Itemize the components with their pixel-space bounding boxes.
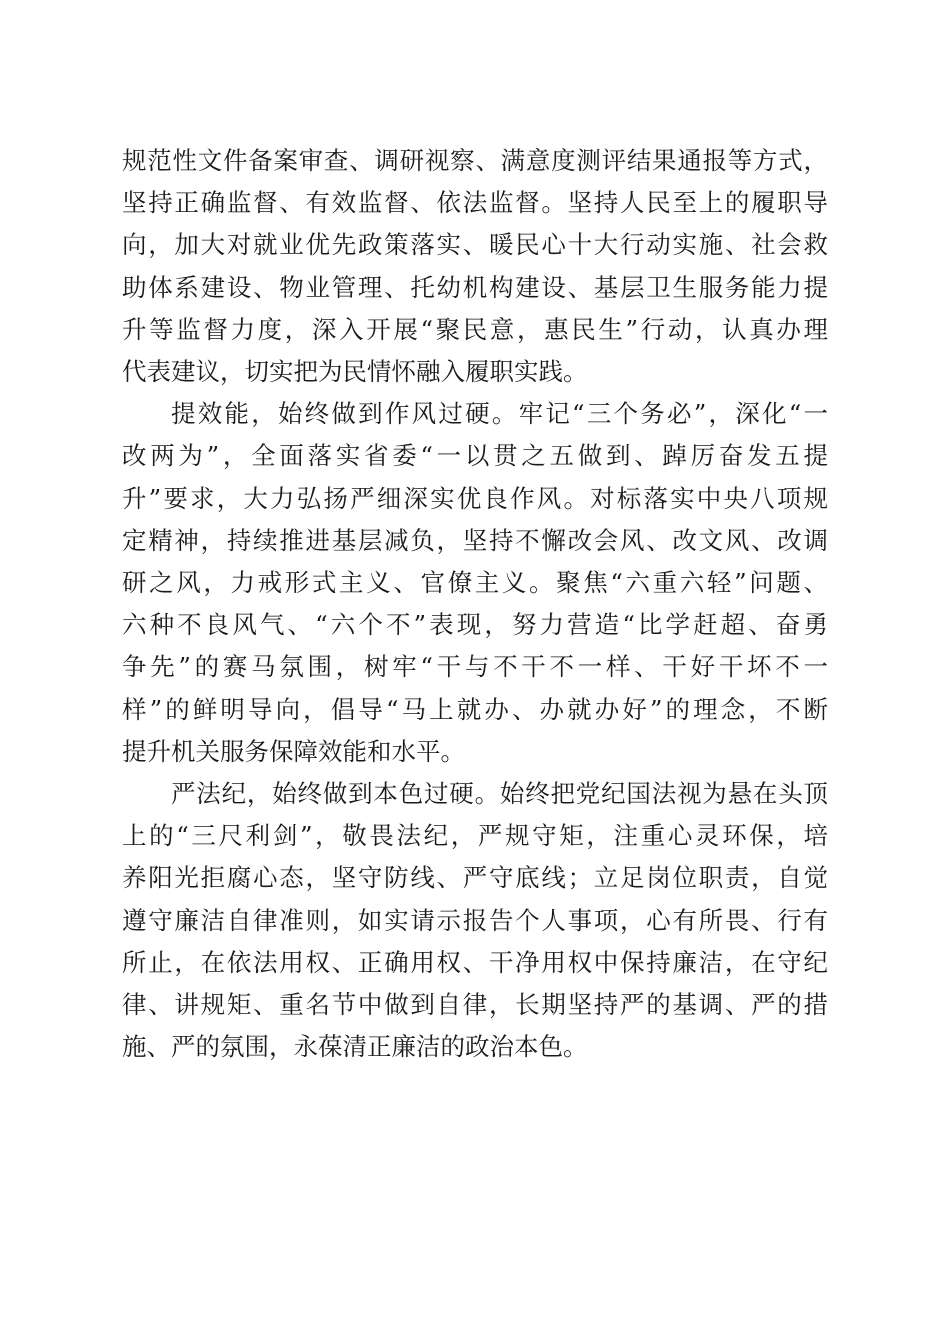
text-line: 遵守廉洁自律准则，如实请示报告个人事项，心有所畏、行有 xyxy=(122,905,828,935)
text-line: 六种不良风气、“六个不”表现，努力营造“比学赶超、奋勇 xyxy=(122,610,828,640)
text-line: 升”要求，大力弘扬严细深实优良作风。对标落实中央八项规 xyxy=(122,483,828,513)
text-line: 代表建议，切实把为民情怀融入履职实践。 xyxy=(122,357,588,387)
text-line: 定精神，持续推进基层减负，坚持不懈改会风、改文风、改调 xyxy=(122,525,828,555)
paragraph-efficiency xyxy=(122,393,828,773)
text-line: 养阳光拒腐心态，坚守防线、严守底线；立足岗位职责，自觉 xyxy=(122,863,828,893)
text-line: 向，加大对就业优先政策落实、暖民心十大行动实施、社会救 xyxy=(122,230,828,260)
text-line: 律、讲规矩、重名节中做到自律，长期坚持严的基调、严的措 xyxy=(122,990,828,1020)
text-line: 改两为”，全面落实省委“一以贯之五做到、踔厉奋发五提 xyxy=(122,441,828,471)
paragraph-discipline xyxy=(122,773,828,1068)
text-line: 提升机关服务保障效能和水平。 xyxy=(122,736,465,766)
text-line: 所止，在依法用权、正确用权、干净用权中保持廉洁，在守纪 xyxy=(122,947,828,977)
text-line: 研之风，力戒形式主义、官僚主义。聚焦“六重六轻”问题、 xyxy=(122,568,828,598)
text-line: 争先”的赛马氛围，树牢“干与不干不一样、干好干坏不一 xyxy=(122,652,828,682)
text-line: 样”的鲜明导向，倡导“马上就办、办就办好”的理念，不断 xyxy=(122,694,828,724)
text-line: 上的“三尺利剑”，敬畏法纪，严规守矩，注重心灵环保，培 xyxy=(122,821,828,851)
text-line: 严法纪，始终做到本色过硬。始终把党纪国法视为悬在头顶 xyxy=(171,779,828,809)
text-line: 升等监督力度，深入开展“聚民意，惠民生”行动，认真办理 xyxy=(122,314,828,344)
text-line: 坚持正确监督、有效监督、依法监督。坚持人民至上的履职导 xyxy=(122,188,828,218)
text-line: 提效能，始终做到作风过硬。牢记“三个务必”，深化“一 xyxy=(171,399,828,429)
text-line: 施、严的氛围，永葆清正廉洁的政治本色。 xyxy=(122,1032,588,1062)
paragraph-supervision xyxy=(122,140,828,393)
text-line: 规范性文件备案审查、调研视察、满意度测评结果通报等方式， xyxy=(122,146,828,175)
text-line: 助体系建设、物业管理、托幼机构建设、基层卫生服务能力提 xyxy=(122,272,828,302)
document-body xyxy=(122,140,828,1068)
